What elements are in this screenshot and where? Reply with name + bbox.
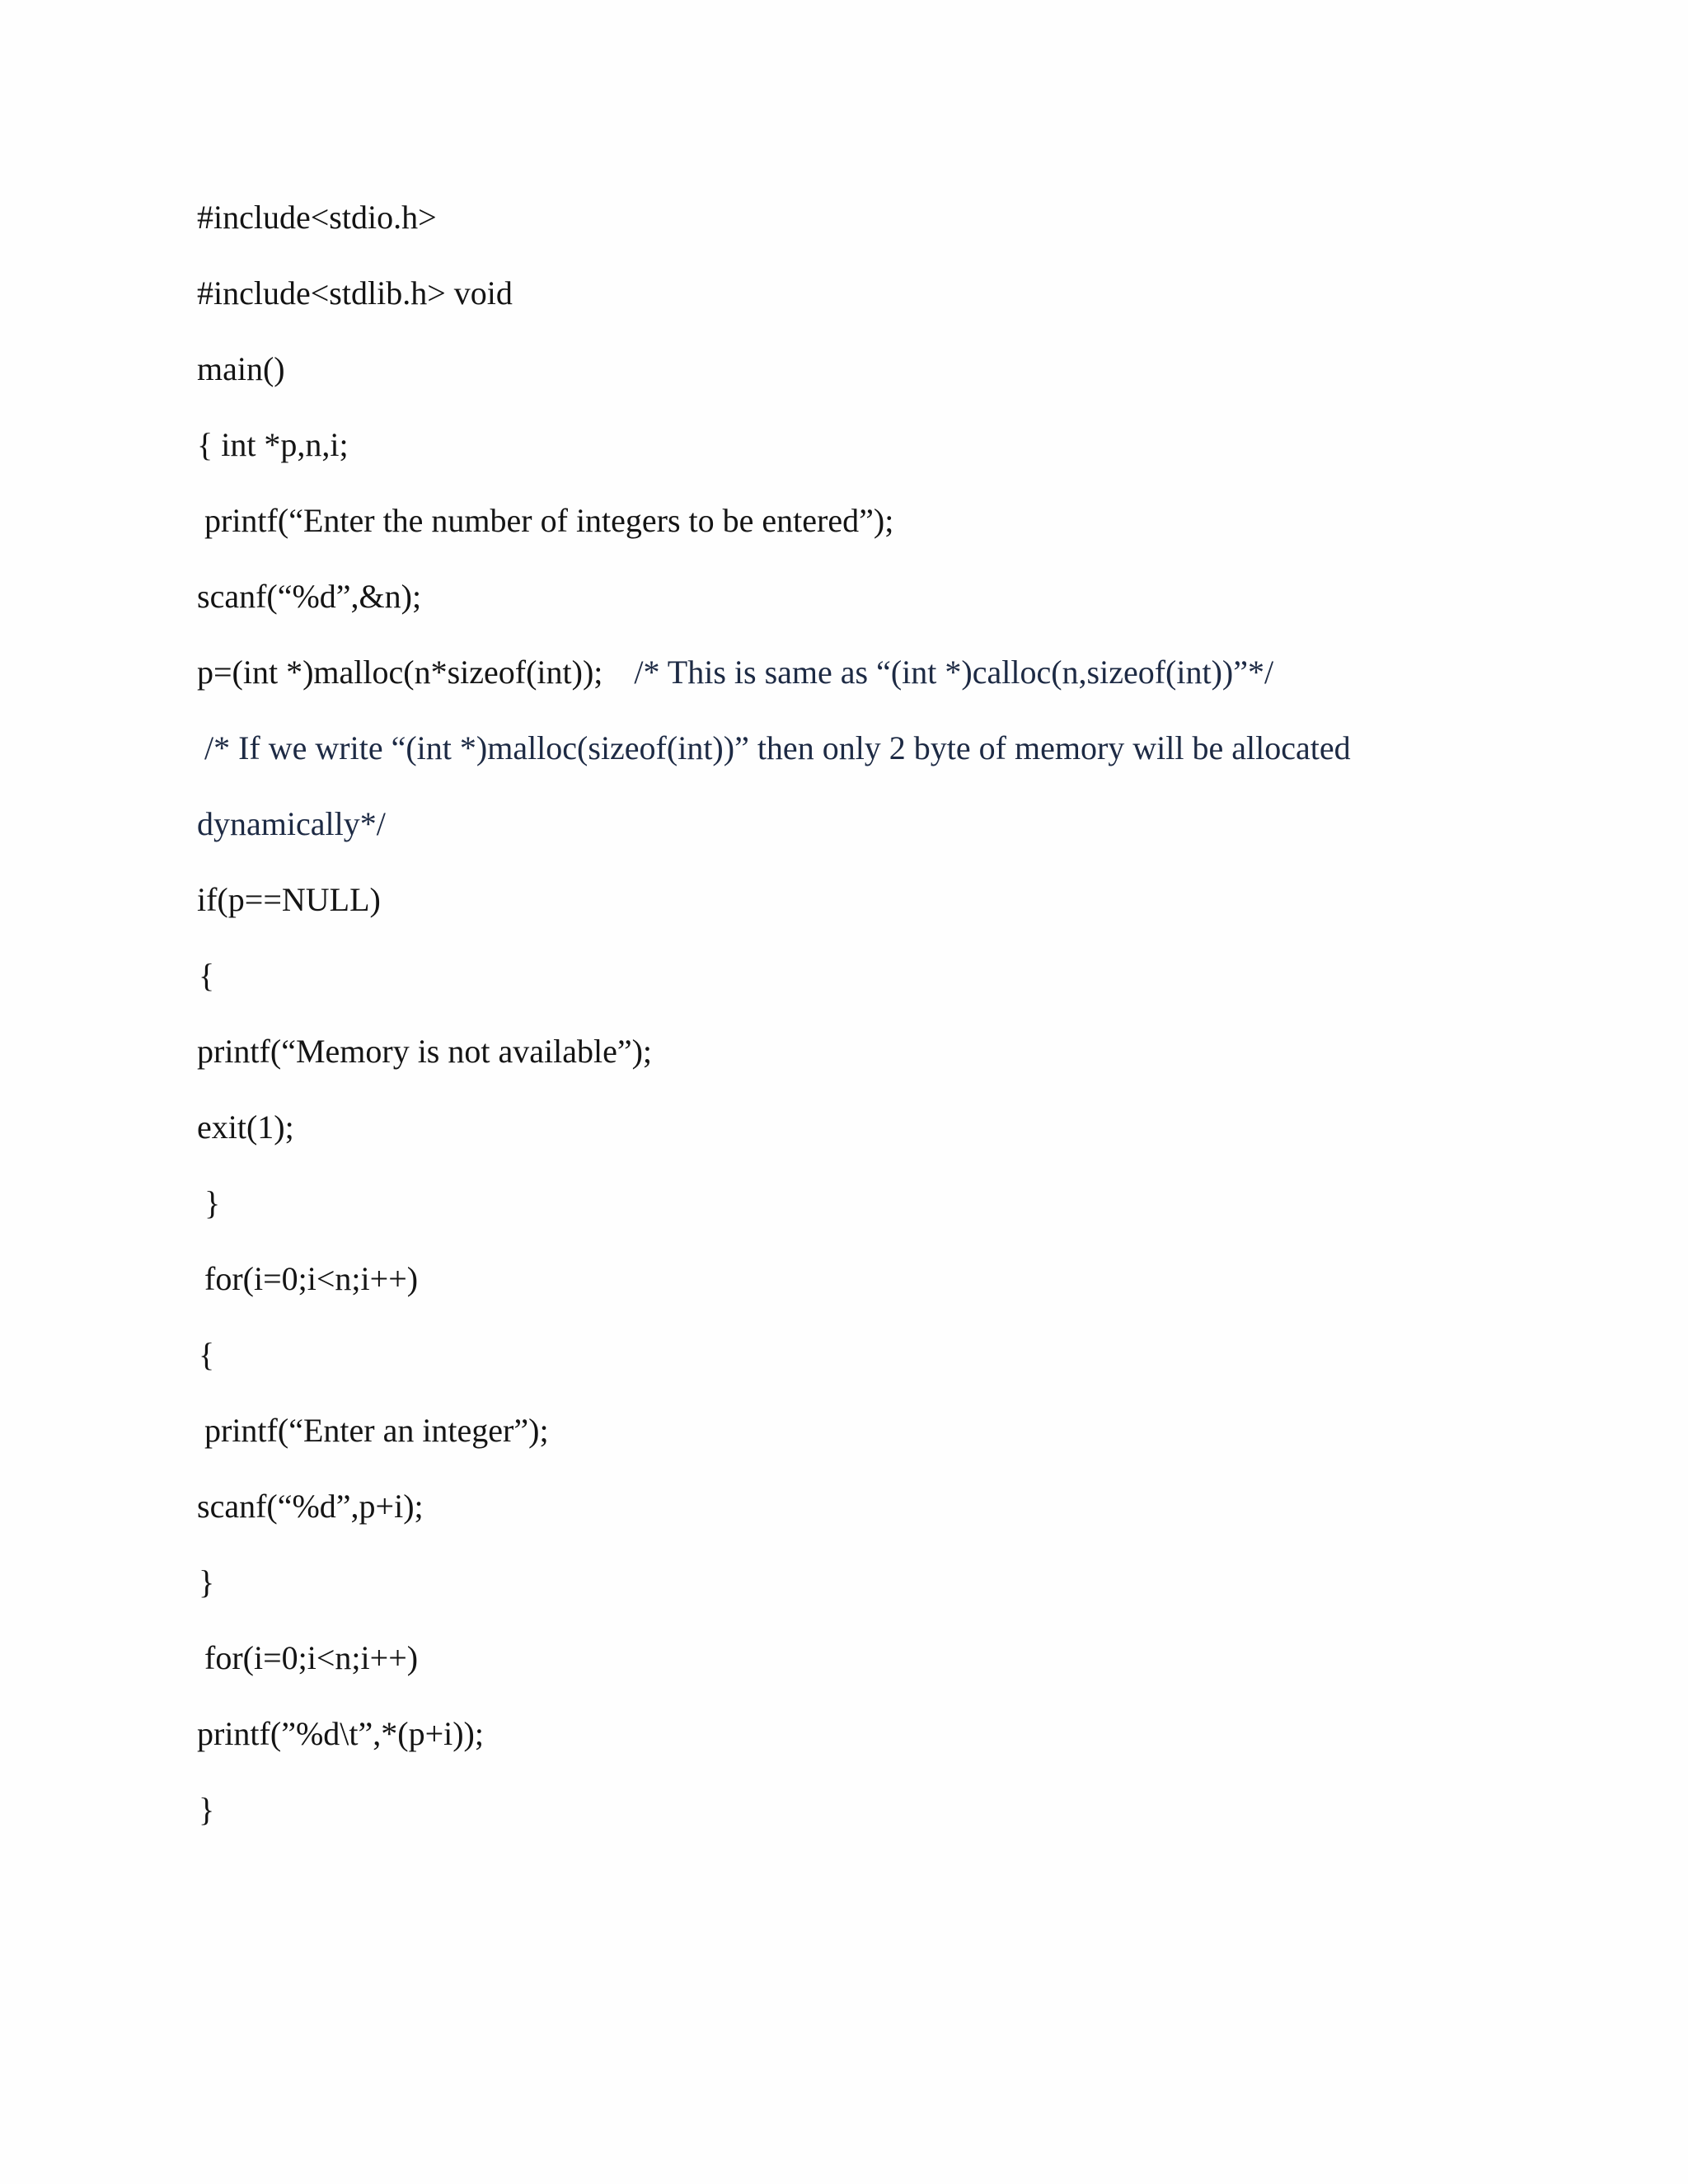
code-line [204, 1183, 220, 1223]
code-text: printf(“Enter an integer”); [204, 1412, 549, 1449]
code-text: printf(“Enter the number of integers to be entered”); [204, 502, 894, 539]
code-text: p=(int *)malloc(n*sizeof(int)); [197, 654, 603, 691]
code-line [204, 729, 1351, 768]
code-text: { [199, 957, 215, 994]
code-text: printf(”%d\t”,*(p+i)); [197, 1715, 484, 1752]
code-text: main() [197, 350, 285, 387]
code-line [197, 577, 421, 616]
code-line [197, 274, 513, 313]
code-text: printf(“Memory is not available”); [197, 1033, 653, 1070]
code-line [199, 956, 214, 996]
code-text: #include<stdlib.h> void [197, 274, 513, 312]
code-line [197, 1032, 652, 1071]
code-text: #include<stdio.h> [197, 199, 437, 236]
code-text: } [199, 1791, 215, 1828]
code-text: exit(1); [197, 1108, 294, 1146]
code-text: { int *p,n,i; [197, 426, 349, 463]
code-line [197, 1108, 294, 1147]
code-line [204, 501, 893, 541]
code-line [197, 1714, 484, 1754]
code-text: for(i=0;i<n;i++) [204, 1260, 419, 1297]
code-line [199, 1563, 214, 1602]
code-line [197, 198, 437, 237]
code-line [197, 804, 386, 844]
code-comment: /* This is same as “(int *)calloc(n,sizeof(int))”*/ [634, 654, 1274, 691]
code-text: if(p==NULL) [197, 881, 381, 918]
code-comment: /* If we write “(int *)malloc(sizeof(int))” then only 2 byte of memory will be allocated [204, 729, 1351, 766]
code-line [199, 1790, 214, 1830]
code-text: { [199, 1336, 215, 1373]
code-line [204, 1259, 418, 1299]
code-line [204, 1638, 418, 1678]
code-text: } [204, 1184, 221, 1221]
code-line [197, 653, 1273, 692]
code-line [199, 1335, 214, 1375]
code-comment: dynamically*/ [197, 805, 386, 842]
code-line [204, 1411, 549, 1451]
code-line [197, 425, 349, 465]
code-text: } [199, 1563, 215, 1601]
code-text: scanf(“%d”,p+i); [197, 1488, 424, 1525]
code-line [197, 349, 285, 389]
code-text: for(i=0;i<n;i++) [204, 1639, 419, 1676]
code-line [197, 880, 381, 920]
code-text: scanf(“%d”,&n); [197, 578, 422, 615]
code-line [197, 1487, 424, 1526]
